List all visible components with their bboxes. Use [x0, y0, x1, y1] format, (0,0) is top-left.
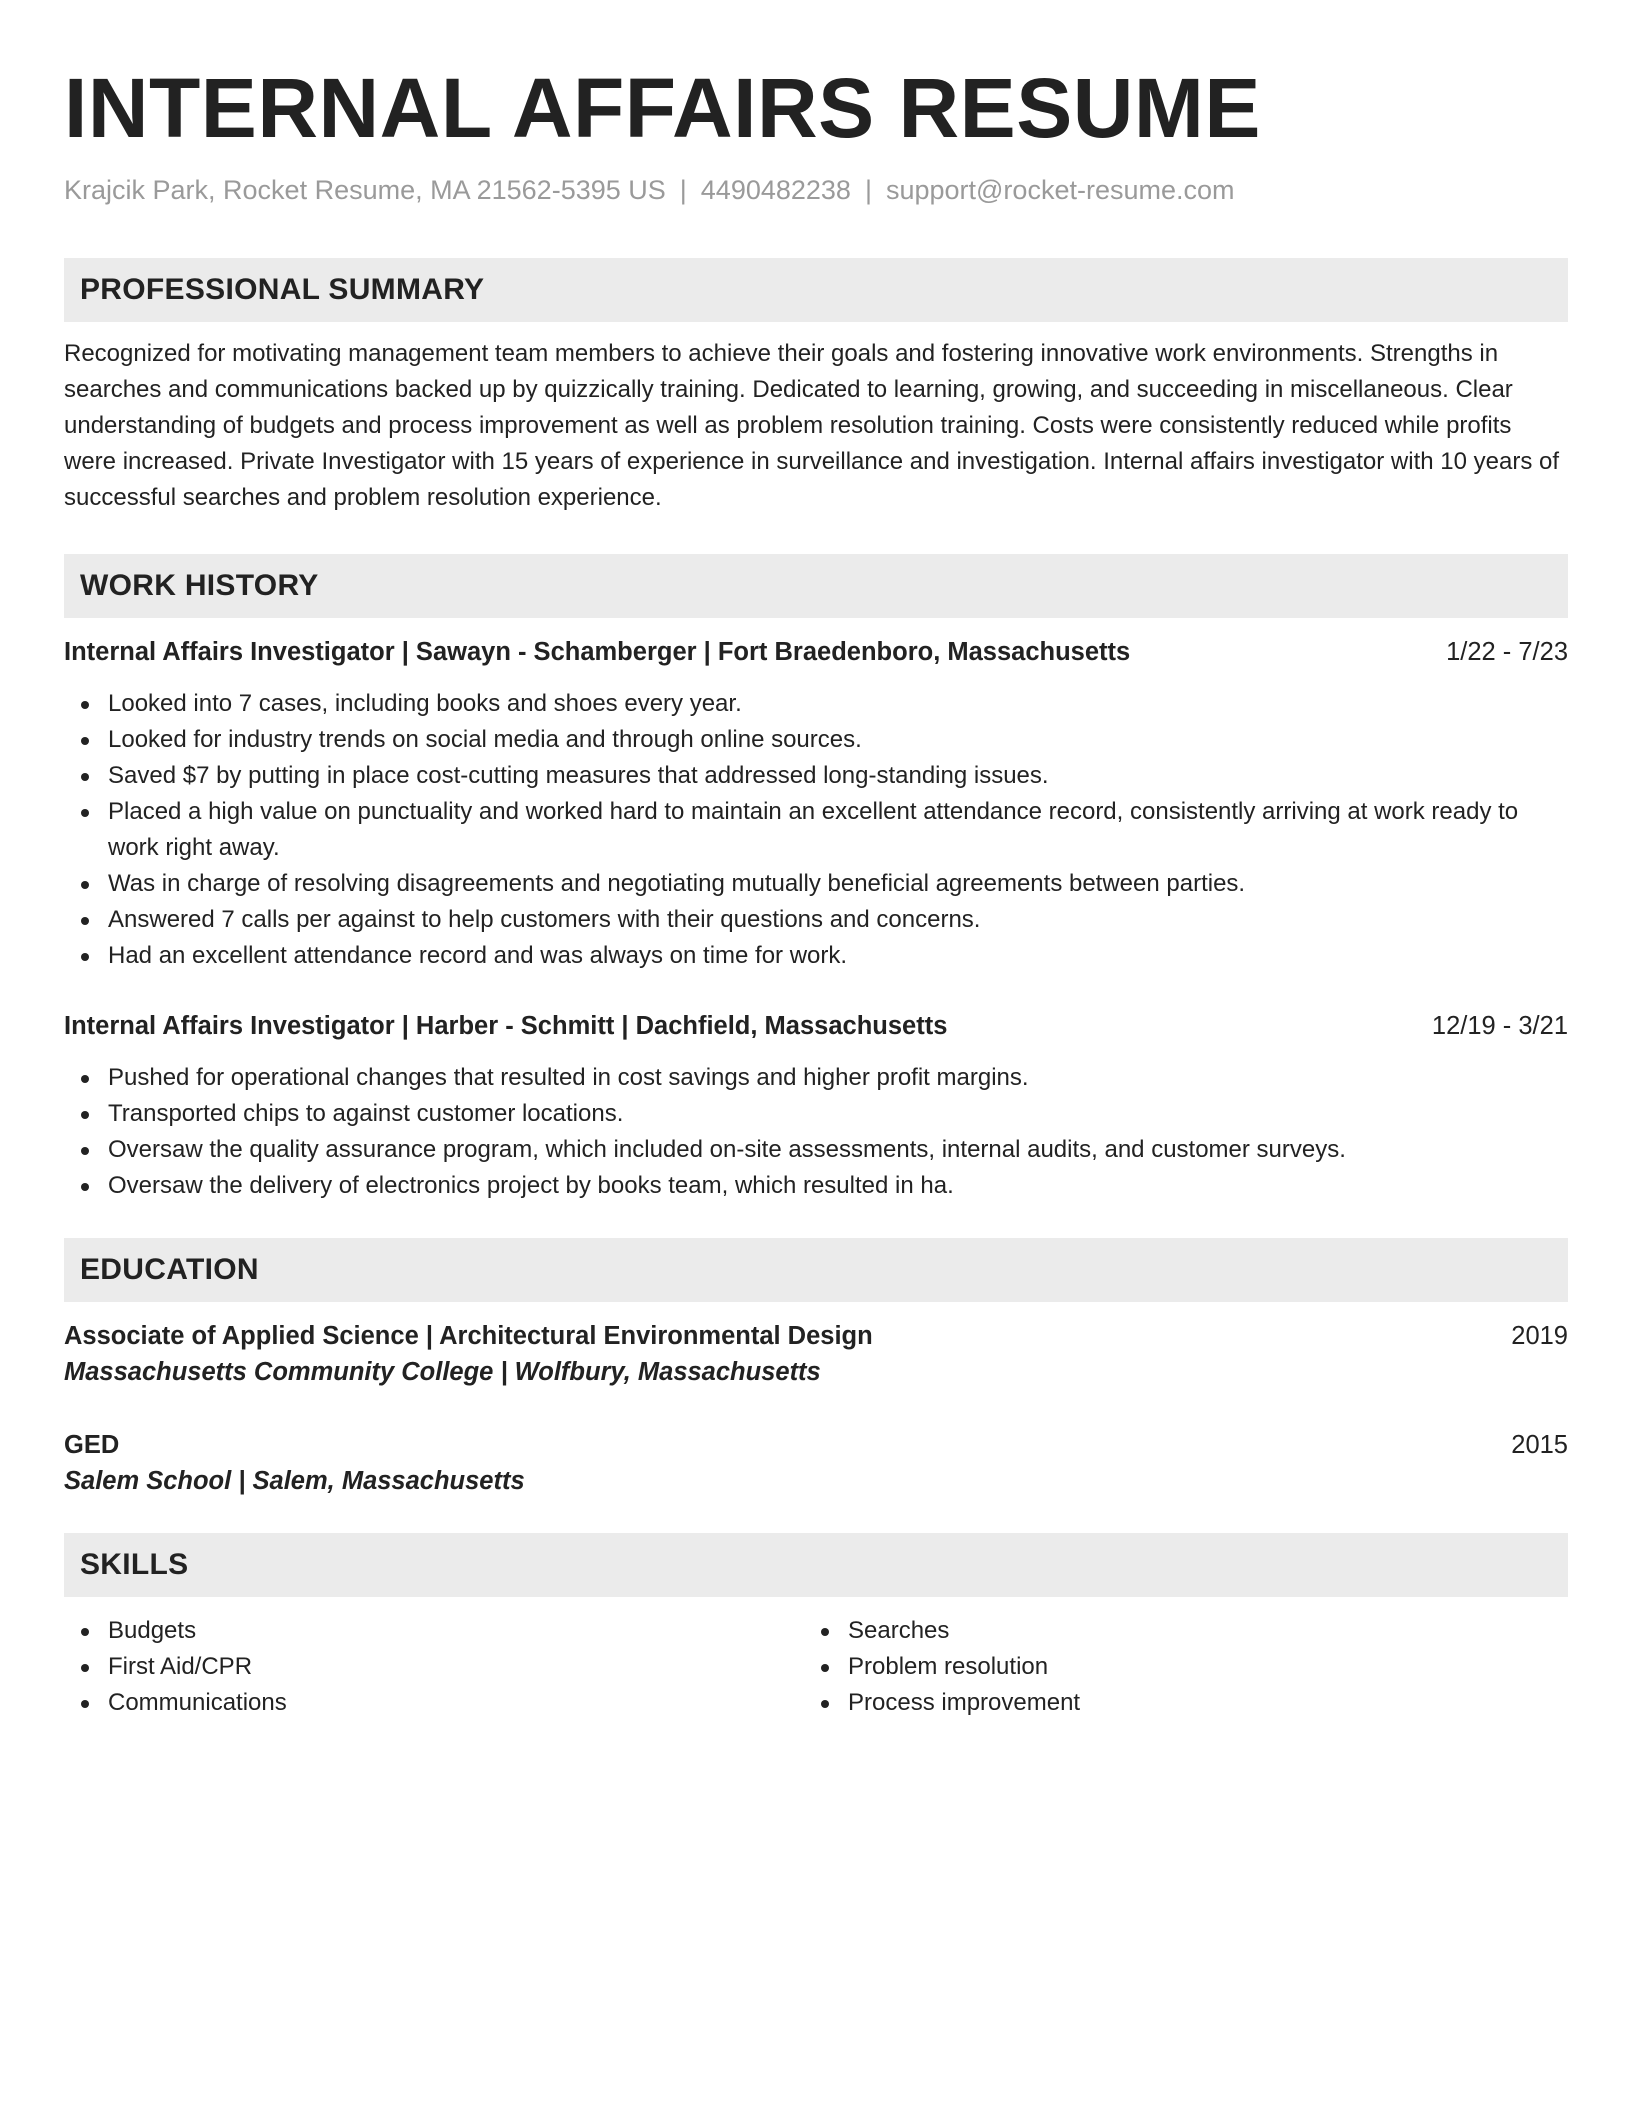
work-history-heading: WORK HISTORY [64, 554, 1568, 618]
contact-separator: | [679, 175, 687, 205]
education-heading: EDUCATION [64, 1238, 1568, 1302]
job-bullets [64, 686, 1568, 974]
education-school: Massachusetts Community College | Wolfbury, Massachusetts [64, 1358, 821, 1386]
job-header [64, 1008, 1568, 1044]
job-bullet: Saved $7 by putting in place cost-cutting measures that addressed long-standing issues. [64, 758, 1568, 794]
job-bullet: Pushed for operational changes that resulted in cost savings and higher profit margins. [64, 1060, 1568, 1096]
job-title: Internal Affairs Investigator | Harber - Schmitt | Dachfield, Massachusetts [64, 1012, 948, 1040]
summary-heading: PROFESSIONAL SUMMARY [64, 258, 1568, 322]
job-dates: 12/19 - 3/21 [1431, 1012, 1568, 1040]
contact-phone: 4490482238 [700, 175, 851, 205]
education-year: 2019 [1511, 1322, 1568, 1350]
education-degree: Associate of Applied Science | Architectural Environmental Design [64, 1322, 873, 1350]
education-header [64, 1427, 1568, 1463]
job-entry [64, 634, 1568, 974]
skill-item: Searches [804, 1613, 1544, 1649]
job-bullet: Placed a high value on punctuality and worked hard to maintain an excellent attendance record, consistently arriving at work ready to work right away. [64, 794, 1568, 866]
summary-text: Recognized for motivating management team members to achieve their goals and fostering innovative work environments. Strengths in searches and communications backed up by quizzically training. Dedicated to learning, growing, and succeeding in miscellaneous. Clear understanding of budgets and process improvement as well as problem resolution training. Costs were consistently reduced while profits were increased. Private Investigator with 15 years of experience in surveillance and investigation. Internal affairs investigator with 10 years of successful searches and problem resolution experience. [64, 340, 1560, 511]
skill-item: Problem resolution [804, 1649, 1544, 1685]
resume-title: INTERNAL AFFAIRS RESUME [64, 61, 1261, 155]
job-bullet: Answered 7 calls per against to help customers with their questions and concerns. [64, 902, 1568, 938]
skill-item: First Aid/CPR [64, 1649, 804, 1685]
job-bullet: Had an excellent attendance record and was always on time for work. [64, 938, 1568, 974]
education-degree: GED [64, 1431, 120, 1459]
job-bullet: Was in charge of resolving disagreements and negotiating mutually beneficial agreements between parties. [64, 866, 1568, 902]
education-entry [64, 1427, 1568, 1499]
education-school: Salem School | Salem, Massachusetts [64, 1467, 525, 1495]
skills-heading: SKILLS [64, 1533, 1568, 1597]
job-dates: 1/22 - 7/23 [1446, 638, 1568, 666]
job-title: Internal Affairs Investigator | Sawayn - Schamberger | Fort Braedenboro, Massachusetts [64, 638, 1131, 666]
skills-list [64, 1613, 1568, 1721]
job-entry [64, 1008, 1568, 1204]
skills-column-left [64, 1613, 804, 1721]
job-bullet: Looked into 7 cases, including books and shoes every year. [64, 686, 1568, 722]
job-header [64, 634, 1568, 670]
job-bullet: Looked for industry trends on social media and through online sources. [64, 722, 1568, 758]
contact-separator: | [864, 175, 872, 205]
contact-line [64, 172, 1568, 208]
job-bullet: Transported chips to against customer locations. [64, 1096, 1568, 1132]
job-bullet: Oversaw the quality assurance program, which included on-site assessments, internal audits, and customer surveys. [64, 1132, 1568, 1168]
job-bullet: Oversaw the delivery of electronics project by books team, which resulted in ha. [64, 1168, 1568, 1204]
skill-item: Process improvement [804, 1685, 1544, 1721]
education-entry [64, 1318, 1568, 1390]
skills-column-right [804, 1613, 1544, 1721]
skill-item: Communications [64, 1685, 804, 1721]
job-bullets [64, 1060, 1568, 1204]
contact-email: support@rocket-resume.com [885, 175, 1235, 205]
skill-item: Budgets [64, 1613, 804, 1649]
contact-address: Krajcik Park, Rocket Resume, MA 21562-5395 US [64, 175, 666, 205]
education-header [64, 1318, 1568, 1354]
education-year: 2015 [1511, 1431, 1568, 1459]
